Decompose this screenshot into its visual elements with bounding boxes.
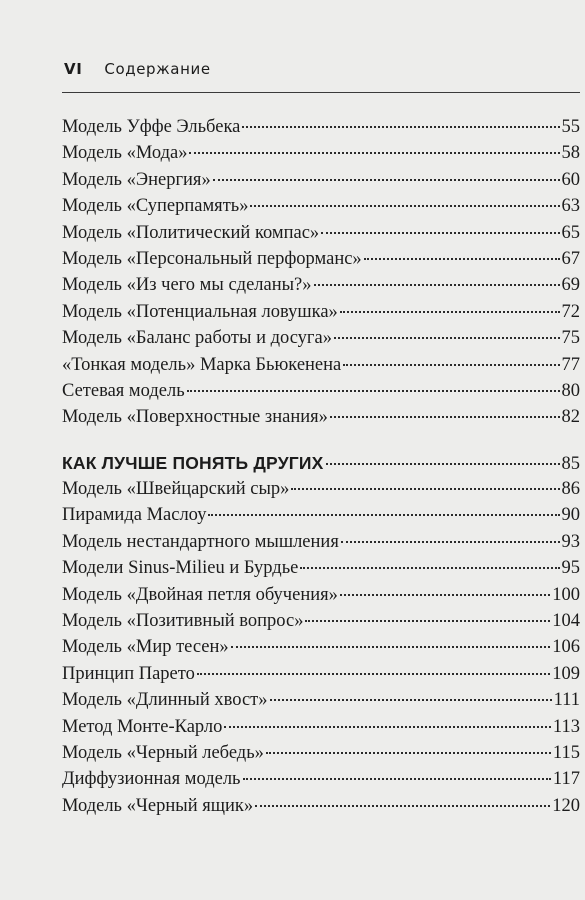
header-rule [62,92,580,93]
toc-entry-page: 67 [561,248,580,269]
toc-entry-page: 58 [561,143,580,164]
toc-entry-page: 117 [552,769,580,790]
dot-leader [250,205,559,207]
toc-entry[interactable] [62,167,580,193]
dot-leader [305,620,550,622]
page-folio: VI [64,60,83,78]
dot-leader [231,646,551,648]
toc-entry[interactable] [62,661,580,687]
toc-entry-page: 63 [561,196,580,217]
toc-entry-page: 100 [552,584,580,605]
toc-entry[interactable] [62,555,580,581]
dot-leader [340,594,550,596]
toc-entry-title: Пирамида Маслоу [62,505,207,526]
dot-leader [213,179,560,181]
toc-entry-title: Модель «Мода» [62,143,188,164]
toc-entry-page: 113 [552,716,580,737]
toc-section-heading[interactable] [62,450,580,476]
toc-entry[interactable] [62,272,580,298]
toc-entry-title: Модель «Из чего мы сделаны?» [62,275,312,296]
toc-entry-title: Диффузионная модель [62,769,241,790]
section-heading-title: КАК ЛУЧШЕ ПОНЯТЬ ДРУГИХ [62,452,324,473]
toc-entry-title: Модель «Черный ящик» [62,795,254,816]
dot-leader [300,567,559,569]
toc-entry[interactable] [62,793,580,819]
dot-leader [197,673,550,675]
toc-entry[interactable] [62,299,580,325]
toc-entry[interactable] [62,529,580,555]
dot-leader [364,258,560,260]
toc-entry[interactable] [62,476,580,502]
toc-entry-title: Модель «Двойная петля обучения» [62,584,338,605]
toc-entry-page: 86 [561,479,580,500]
toc-entry[interactable] [62,352,580,378]
toc-entry-page: 120 [552,795,580,816]
toc-entry-page: 90 [561,505,580,526]
toc-entry-page: 75 [561,328,580,349]
dot-leader [224,726,551,728]
dot-leader [341,541,560,543]
toc-entry[interactable] [62,766,580,792]
toc-entry-page: 104 [552,611,580,632]
toc-entry-page: 82 [561,407,580,428]
toc-entry[interactable] [62,193,580,219]
toc-entry[interactable] [62,687,580,713]
toc-entry[interactable] [62,582,580,608]
section-heading-page: 85 [561,453,580,474]
toc-entry-title: Модель «Черный лебедь» [62,742,264,763]
dot-leader [208,514,559,516]
toc-entry-page: 106 [552,637,580,658]
dot-leader [321,232,559,234]
toc-entry-title: Модель «Мир тесен» [62,637,229,658]
dot-leader [187,390,560,392]
toc-entry-page: 109 [552,663,580,684]
toc-entry-title: Принцип Парето [62,663,195,684]
dot-leader [189,152,559,154]
toc-entry[interactable] [62,634,580,660]
toc-entry-page: 95 [561,558,580,579]
dot-leader [343,364,559,366]
toc-entry-title: Модель «Поверхностные знания» [62,407,328,428]
toc-entry-title: Модель «Политический компас» [62,222,320,243]
toc-entry-page: 55 [561,117,580,137]
toc-entry-page: 77 [561,354,580,375]
toc-entry-page: 115 [552,742,580,763]
toc-entry-page: 60 [561,169,580,190]
toc-entry[interactable] [62,502,580,528]
toc-entry-page: 69 [561,275,580,296]
toc-entry-page: 72 [561,301,580,322]
toc-entry-page: 111 [553,690,580,711]
running-head [64,60,211,78]
toc-entry-title: «Тонкая модель» Марка Бьюкенена [62,354,342,375]
toc-entry-title: Сетевая модель [62,380,185,401]
toc-entry-title: Модель «Энергия» [62,169,211,190]
toc-entry-title: Модель «Позитивный вопрос» [62,611,304,632]
toc-entry-title: Модель «Потенциальная ловушка» [62,301,338,322]
toc-entry[interactable] [62,404,580,430]
toc-entry[interactable] [62,325,580,351]
toc-entry[interactable] [62,220,580,246]
toc-entry-title: Метод Монте-Карло [62,716,223,737]
toc-entry[interactable] [62,140,580,166]
toc-entry[interactable] [62,740,580,766]
toc-entry-title: Модели Sinus-Milieu и Бурдье [62,558,299,579]
dot-leader [243,778,551,780]
toc-entry[interactable] [62,608,580,634]
dot-leader [270,699,552,701]
dot-leader [291,488,559,490]
toc-entry[interactable] [62,714,580,740]
toc-entry-title: Модель «Суперпамять» [62,196,249,217]
toc-entry-title: Модель нестандартного мышления [62,531,339,552]
toc-entry-page: 65 [561,222,580,243]
toc-entry-title: Модель «Швейцарский сыр» [62,479,290,500]
dot-leader [340,311,560,313]
dot-leader [242,126,559,128]
toc-entry-title: Модель «Персональный перформанс» [62,248,362,269]
dot-leader [330,416,560,418]
toc-entry-title: Модель Уффе Эльбека [62,117,241,137]
toc-entry-page: 93 [561,531,580,552]
table-of-contents [62,114,580,819]
toc-entry[interactable] [62,378,580,404]
toc-entry[interactable] [62,114,580,140]
dot-leader [326,463,560,465]
running-title: Содержание [104,60,211,78]
dot-leader [255,805,550,807]
toc-entry[interactable] [62,246,580,272]
toc-entry-title: Модель «Длинный хвост» [62,690,268,711]
toc-entry-page: 80 [561,380,580,401]
toc-entry-title: Модель «Баланс работы и досуга» [62,328,332,349]
dot-leader [314,284,560,286]
dot-leader [334,337,560,339]
dot-leader [266,752,551,754]
section-spacer [62,431,580,450]
